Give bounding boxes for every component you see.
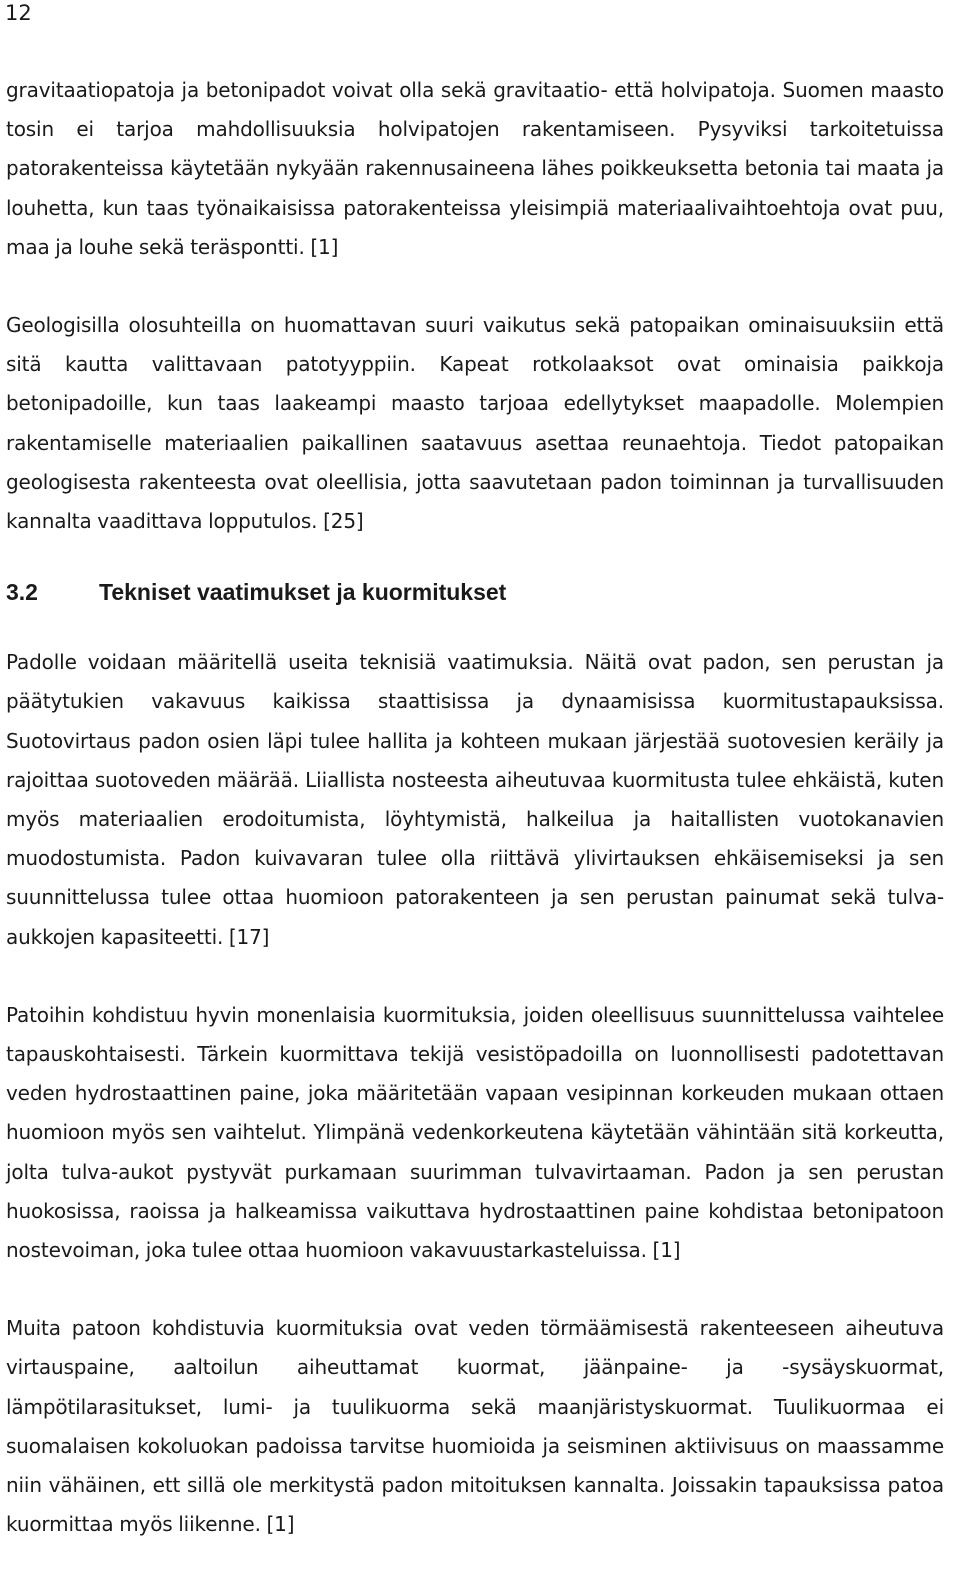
- paragraph-spacer: [6, 267, 944, 306]
- document-body: [6, 71, 944, 1545]
- paragraph-technical-requirements: Padolle voidaan määritellä useita teknisiä vaatimuksia. Näitä ovat padon, sen perustan ja päätytukien vakavuus kaikissa staattisissa ja dynaamisissa kuormitustapauksissa. Suotovirtaus padon osien läpi tulee hallita ja kohteen mukaan järjestää suotovesien keräily ja rajoittaa suotoveden määrää. Liiallista nosteesta aiheutuvaa kuormitusta tulee ehkäistä, kuten myös materiaalien erodoitumista, löyhtymistä, halkeilua ja haitallisten vuotokanavien muodostumista. Padon kuivavaran tulee olla riittävä ylivirtauksen ehkäisemiseksi ja sen suunnittelussa tulee ottaa huomioon patorakenteen ja sen perustan painumat sekä tulva-aukkojen kapasiteetti. [17]: [6, 650, 944, 949]
- paragraph-other-loads: Muita patoon kohdistuvia kuormituksia ovat veden törmäämisestä rakenteeseen aiheutuva virtauspaine, aaltoilun aiheuttamat kuormat, jäänpaine- ja -sysäyskuormat, lämpötilarasitukset, lumi- ja tuulikuorma sekä maanjäristyskuormat. Tuulikuormaa ei suomalaisen kokoluokan padoissa tarvitse huomioida ja seisminen aktiivisuus on maassamme niin vähäinen, ett sillä ole merkitystä padon mitoituksen kannalta. Joissakin tapauksissa patoa kuormittaa myös liikenne. [1]: [6, 1316, 944, 1537]
- paragraph-spacer: [6, 957, 944, 996]
- section-number: 3.2: [6, 579, 38, 606]
- paragraph-geology: Geologisilla olosuhteilla on huomattavan suuri vaikutus sekä patopaikan ominaisuuksiin että sitä kautta valittavaan patotyyppiin. Kapeat rotkolaaksot ovat ominaisia paikkoja betonipadoille, kun taas laakeampi maasto tarjoaa edellytykset maapadolle. Molempien rakentamiselle materiaalien paikallinen saatavuus asettaa reunaehtoja. Tiedot patopaikan geologisesta rakenteesta ovat oleellisia, jotta saavutetaan padon toiminnan ja turvallisuuden kannalta vaadittava lopputulos. [25]: [6, 313, 944, 534]
- paragraph-loads: Patoihin kohdistuu hyvin monenlaisia kuormituksia, joiden oleellisuus suunnittelussa vaihtelee tapauskohtaisesti. Tärkein kuormittava tekijä vesistöpadoilla on luonnollisesti padotettavan veden hydrostaattinen paine, joka määritetään vapaan vesipinnan korkeuden mukaan ottaen huomioon myös sen vaihtelut. Ylimpänä vedenkorkeutena käytetään vähintään sitä korkeutta, jolta tulva-aukot pystyvät purkamaan suurimman tulvavirtaaman. Padon ja sen perustan huokosissa, raoissa ja halkeamissa vaikuttava hydrostaattinen paine kohdistaa betonipatoon nostevoiman, joka tulee ottaa huomioon vakavuustarkasteluissa. [1]: [6, 1002, 944, 1263]
- section-spacer: [6, 541, 944, 575]
- section-heading: [6, 575, 944, 609]
- paragraph-dam-types: gravitaatiopatoja ja betonipadot voivat olla sekä gravitaatio- että holvipatoja. Suomen maasto tosin ei tarjoa mahdollisuuksia holvipatojen rakentamiseen. Pysyviksi tarkoitetuissa patorakenteissa käytetään nykyään rakennusaineena lähes poikkeuksetta betonia tai maata ja louhetta, kun taas työnaikaisissa patorakenteissa yleisimpiä materiaalivaihtoehtoja ovat puu, maa ja louhe sekä teräspontti. [1]: [6, 78, 944, 259]
- page-number: 12: [5, 1, 32, 25]
- section-title: Tekniset vaatimukset ja kuormitukset: [99, 579, 507, 606]
- section-spacer: [6, 609, 944, 643]
- paragraph-spacer: [6, 1270, 944, 1309]
